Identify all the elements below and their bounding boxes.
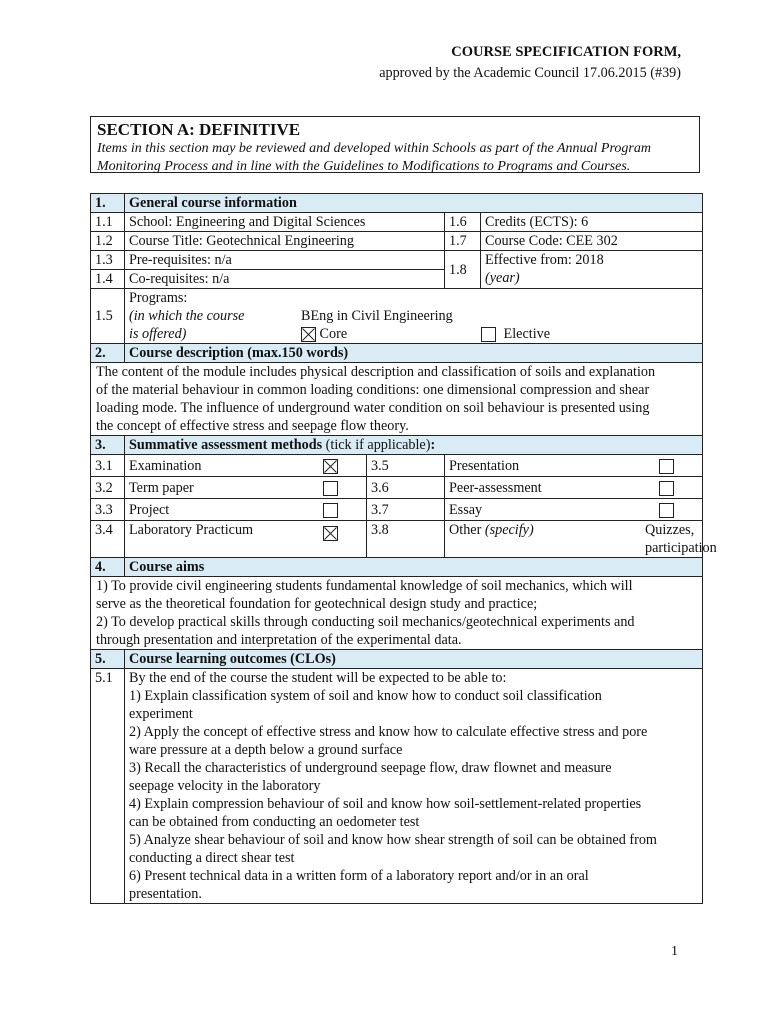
section-title: Course learning outcomes (CLOs) xyxy=(125,650,703,669)
course-aims xyxy=(91,577,703,650)
row-number: 3.7 xyxy=(367,499,445,521)
school-field: School: Engineering and Digital Sciences xyxy=(125,213,445,232)
other-layout xyxy=(449,521,717,557)
assessment-checkbox-cell xyxy=(681,499,703,521)
table-row xyxy=(91,232,703,251)
assessment-checkbox-cell xyxy=(309,477,367,499)
course-description xyxy=(91,363,703,436)
section-a-desc-line: Items in this section may be reviewed and developed within Schools as part of the Annual Program xyxy=(97,141,651,156)
row-number: 1.1 xyxy=(91,213,125,232)
aims-line: serve as the theoretical foundation for geotechnical design study and practice; xyxy=(96,596,538,612)
course-spec-table xyxy=(90,193,717,904)
assessment-label: Laboratory Practicum xyxy=(125,521,309,558)
row-number: 3.6 xyxy=(367,477,445,499)
clo-line: 1) Explain classification system of soil and know how to conduct soil classification xyxy=(129,688,602,704)
row-number: 1.3 xyxy=(91,251,125,270)
programs-layout xyxy=(129,289,733,343)
clo-line: 3) Recall the characteristics of underground seepage flow, draw flownet and measure xyxy=(129,760,612,776)
page-number: 1 xyxy=(671,944,678,959)
assessment-checkbox-cell xyxy=(309,499,367,521)
assessment-row xyxy=(91,521,703,558)
credits-field: Credits (ECTS): 6 xyxy=(481,213,703,232)
course-code-field: Course Code: CEE 302 xyxy=(481,232,703,251)
other-value-line: Quizzes, xyxy=(645,522,695,538)
clo-line: 6) Present technical data in a written form of a laboratory report and/or in an oral xyxy=(129,868,589,884)
programs-note: is offered) xyxy=(129,326,187,342)
row-number: 1.8 xyxy=(445,251,481,289)
assessment-label-text: Essay xyxy=(449,501,483,518)
section-number: 2. xyxy=(91,344,125,363)
row-number: 1.2 xyxy=(91,232,125,251)
examination-checkbox[interactable] xyxy=(323,459,338,474)
assessment-checkbox-cell xyxy=(681,455,703,477)
aims-line: 1) To provide civil engineering students fundamental knowledge of soil mechanics, which will xyxy=(96,578,633,594)
section-title xyxy=(125,436,703,455)
clo-line: can be obtained from conducting an oedometer test xyxy=(129,814,420,830)
assessment-label: Project xyxy=(125,499,309,521)
assessment-label xyxy=(445,455,681,477)
clo-line: By the end of the course the student will be expected to be able to: xyxy=(129,670,507,686)
effective-from-value: Effective from: 2018 xyxy=(485,252,604,268)
assessment-checkbox-cell xyxy=(681,477,703,499)
row-number: 1.6 xyxy=(445,213,481,232)
clo-line: 4) Explain compression behaviour of soil and know how soil-settlement-related properties xyxy=(129,796,642,812)
assessment-row xyxy=(91,455,703,477)
prerequisites-field: Pre-requisites: n/a xyxy=(125,251,445,270)
other-specify: (specify) xyxy=(484,522,534,538)
assessment-label-text: Presentation xyxy=(449,457,520,474)
effective-from-unit: (year) xyxy=(485,270,520,286)
elective-label: Elective xyxy=(503,326,551,342)
other-value-line: participation xyxy=(645,540,717,556)
section-number: 4. xyxy=(91,558,125,577)
clo-line: 2) Apply the concept of effective stress and know how to calculate effective stress and pore xyxy=(129,724,648,740)
clo-line: presentation. xyxy=(129,886,202,902)
laboratory-practicum-checkbox[interactable] xyxy=(323,526,338,541)
form-approval-note: approved by the Academic Council 17.06.2015 (#39) xyxy=(379,65,681,81)
clo-line: seepage velocity in the laboratory xyxy=(129,778,321,794)
section-title-suffix: (tick if applicable) xyxy=(322,437,431,453)
section-a-description xyxy=(97,140,693,176)
aims-line: 2) To develop practical skills through conducting soil mechanics/geotechnical experiments and xyxy=(96,614,635,630)
assessment-checkbox-cell xyxy=(309,455,367,477)
clo-line: experiment xyxy=(129,706,193,722)
assessment-other-cell xyxy=(445,521,717,558)
section-4-header xyxy=(91,558,703,577)
assessment-label: Term paper xyxy=(125,477,309,499)
row-number: 3.3 xyxy=(91,499,125,521)
assessment-label: Examination xyxy=(125,455,309,477)
section-2-header xyxy=(91,344,703,363)
essay-checkbox[interactable] xyxy=(659,503,674,518)
form-title: COURSE SPECIFICATION FORM, xyxy=(451,44,681,60)
section-3-header xyxy=(91,436,703,455)
row-number: 3.2 xyxy=(91,477,125,499)
section-1-header xyxy=(91,194,703,213)
presentation-checkbox[interactable] xyxy=(659,459,674,474)
program-name: BEng in Civil Engineering xyxy=(301,308,453,324)
section-title-colon: : xyxy=(430,437,436,453)
programs-cell xyxy=(125,289,703,344)
course-aims-row xyxy=(91,577,703,650)
clo-row xyxy=(91,669,703,904)
corequisites-field: Co-requisites: n/a xyxy=(125,270,445,289)
course-title-field: Course Title: Geotechnical Engineering xyxy=(125,232,445,251)
effective-from-field xyxy=(481,251,703,289)
programs-row xyxy=(91,289,703,344)
section-title: Course aims xyxy=(125,558,703,577)
row-number: 5.1 xyxy=(91,669,125,904)
elective-checkbox[interactable] xyxy=(481,327,496,342)
assessment-label-text: Peer-assessment xyxy=(449,479,542,496)
clo-line: 5) Analyze shear behaviour of soil and know how shear strength of soil can be obtained from xyxy=(129,832,657,848)
term-paper-checkbox[interactable] xyxy=(323,481,338,496)
core-label: Core xyxy=(319,326,348,342)
description-line: of the material behaviour in common loading conditions: one dimensional compression and shear xyxy=(96,382,650,398)
row-number: 1.4 xyxy=(91,270,125,289)
core-checkbox[interactable] xyxy=(301,327,316,342)
row-number: 3.8 xyxy=(367,521,445,558)
elective-option xyxy=(477,325,733,343)
row-number: 3.1 xyxy=(91,455,125,477)
section-number: 5. xyxy=(91,650,125,669)
project-checkbox[interactable] xyxy=(323,503,338,518)
aims-line: through presentation and interpretation of the experimental data. xyxy=(96,632,462,648)
peer-assessment-checkbox[interactable] xyxy=(659,481,674,496)
programs-label: Programs: xyxy=(129,290,188,306)
assessment-row xyxy=(91,477,703,499)
course-description-row xyxy=(91,363,703,436)
programs-note: (in which the course xyxy=(129,308,245,324)
section-a-box xyxy=(90,116,700,173)
assessment-checkbox-cell xyxy=(309,521,367,558)
clo-list xyxy=(125,669,703,904)
assessment-label: Other (specify) xyxy=(449,522,534,538)
description-line: The content of the module includes physical description and classification of soils and explanation xyxy=(96,364,656,380)
section-5-header xyxy=(91,650,703,669)
core-option xyxy=(301,325,477,343)
assessment-row xyxy=(91,499,703,521)
section-title: General course information xyxy=(125,194,703,213)
row-number: 1.5 xyxy=(91,289,125,344)
other-value xyxy=(645,521,717,557)
description-line: the concept of effective stress and seepage flow theory. xyxy=(96,418,409,434)
section-number: 1. xyxy=(91,194,125,213)
row-number: 3.4 xyxy=(91,521,125,558)
assessment-label xyxy=(445,477,681,499)
clo-line: ware pressure at a depth below a ground surface xyxy=(129,742,403,758)
row-number: 3.5 xyxy=(367,455,445,477)
section-title-main: Summative assessment methods xyxy=(129,437,323,453)
section-title: Course description (max.150 words) xyxy=(125,344,703,363)
description-line: loading mode. The influence of underground water condition on soil behaviour is presented using xyxy=(96,400,650,416)
section-a-title: SECTION A: DEFINITIVE xyxy=(97,120,301,139)
clo-line: conducting a direct shear test xyxy=(129,850,295,866)
section-a-desc-line: Monitoring Process and in line with the Guidelines to Modifications to Programs and Courses. xyxy=(97,159,631,174)
section-number: 3. xyxy=(91,436,125,455)
row-number: 1.7 xyxy=(445,232,481,251)
table-row xyxy=(91,213,703,232)
table-row xyxy=(91,251,703,270)
assessment-label xyxy=(445,499,681,521)
